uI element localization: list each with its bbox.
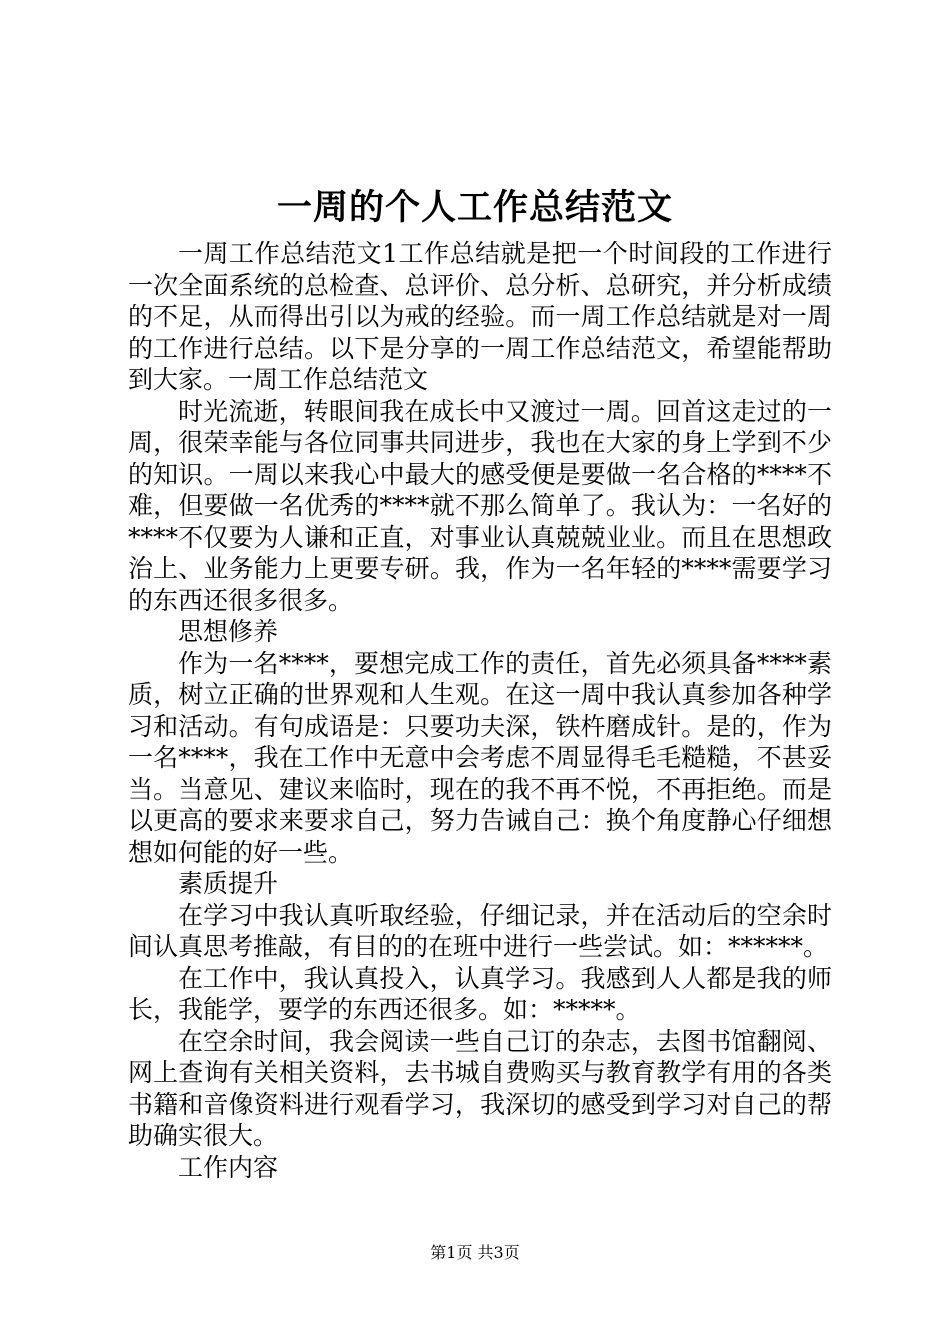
paragraph-intro: 一周工作总结范文1工作总结就是把一个时间段的工作进行一次全面系统的总检查、总评价、总分析、总研究，并分析成绩的不足，从而得出引以为戒的经验。而一周工作总结就是对一周的工作进行总结。以下是分享的一周工作总结范文，希望能帮助到大家。一周工作总结范文 bbox=[128, 239, 832, 394]
paragraph-thought: 作为一名****，要想完成工作的责任，首先必须具备****素质，树立正确的世界观和人生观。在这一周中我认真参加各种学习和活动。有句成语是：只要功夫深，铁杵磨成针。是的，作为一名****，我在工作中无意中会考虑不周显得毛毛糙糙，不甚妥当。当意见、建议来临时，现在的我不再不悦，不再拒绝。而是以更高的要求来要求自己，努力告诫自己：换个角度静心仔细想想如何能的好一些。 bbox=[128, 648, 832, 867]
section-heading-thought: 思想修养 bbox=[178, 617, 279, 646]
paragraph-study: 在学习中我认真听取经验，仔细记录，并在活动后的空余时间认真思考推敲，有目的的在班中进行一些尝试。如：******。 bbox=[128, 900, 832, 961]
section-heading-work-content: 工作内容 bbox=[178, 1152, 279, 1182]
paragraph-spare-time: 在空余时间，我会阅读一些自己订的杂志，去图书馆翻阅、网上查询有关相关资料，去书城自费购买与教育教学有用的各类书籍和音像资料进行观看学习，我深切的感受到学习对自己的帮助确实很大。 bbox=[128, 1026, 832, 1150]
paragraph-work: 在工作中，我认真投入，认真学习。我感到人人都是我的师长，我能学，要学的东西还很多。如：*****。 bbox=[128, 963, 832, 1024]
section-heading-quality: 素质提升 bbox=[178, 869, 279, 898]
paragraph-reflection: 时光流逝，转眼间我在成长中又渡过一周。回首这走过的一周，很荣幸能与各位同事共同进步，我也在大家的身上学到不少的知识。一周以来我心中最大的感受便是要做一名合格的****不难，但要做一名优秀的****就不那么简单了。我认为：一名好的****不仅要为人谦和正直，对事业认真兢兢业业。而且在思想政治上、业务能力上更要专研。我，作为一名年轻的****需要学习的东西还很多很多。 bbox=[128, 396, 832, 615]
document-title: 一周的个人工作总结范文 bbox=[276, 187, 673, 228]
document-body bbox=[128, 238, 832, 1183]
page-number-footer: 第1页 共3页 bbox=[430, 1243, 520, 1262]
